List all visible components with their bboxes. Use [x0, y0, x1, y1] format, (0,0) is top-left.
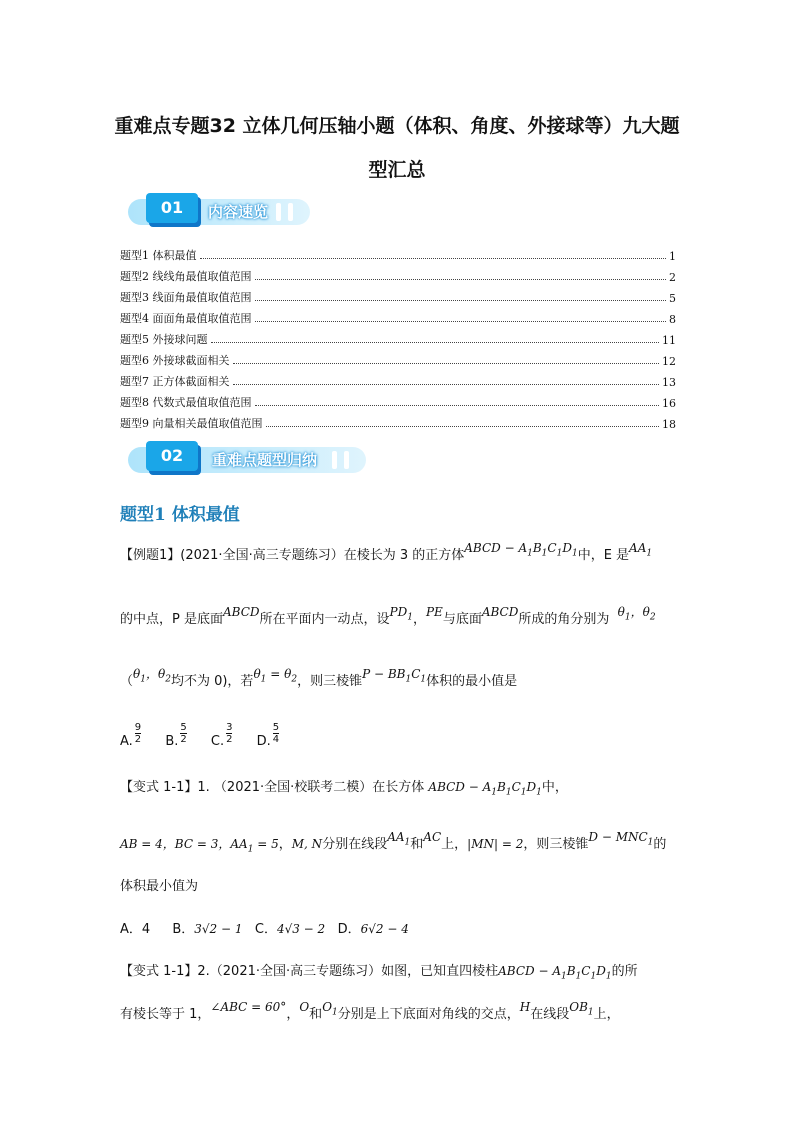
variant-source: （2021·全国·高三专题练习）如图，已知直四棱柱: [209, 964, 499, 979]
text: 的: [653, 837, 667, 852]
text: 有棱长等于 1，: [120, 1007, 211, 1022]
option-a[interactable]: A. $\frac{9}{2}$: [120, 722, 142, 749]
math-expr: ∠ABC = 60°: [210, 1000, 287, 1014]
toc-item[interactable]: [120, 263, 676, 284]
section-banner-overview: [128, 193, 310, 231]
text: 中，E 是: [577, 548, 630, 563]
math-expr: $\theta_1$，$\theta_2$: [133, 667, 171, 685]
math-expr: $P - BB_1C_1$: [362, 667, 427, 685]
text: 与底面: [442, 612, 482, 627]
math-expr: $D - MNC_1$: [588, 830, 654, 848]
text: 分别在线段: [322, 837, 388, 852]
math-expr: AB = 4，BC = 3，$AA_1 = 5$: [120, 837, 279, 855]
math-expr: AC: [423, 830, 442, 844]
toc-item-title: 题型2 线线角最值取值范围: [120, 270, 252, 283]
toc-item[interactable]: [120, 347, 676, 368]
toc-item[interactable]: [120, 284, 676, 305]
math-expr: ABCD: [481, 605, 519, 619]
example-tag: 【例题1】: [120, 548, 181, 563]
document-title: [90, 104, 704, 192]
toc-item-page: 1: [669, 250, 676, 263]
variant-source: （2021·全国·校联考二模）在长方体: [213, 780, 425, 795]
toc-item-title: 题型4 面面角最值取值范围: [120, 312, 252, 325]
toc-item-page: 11: [662, 334, 676, 347]
text: （: [120, 674, 134, 689]
math-expr: ABCD: [222, 605, 260, 619]
section-heading: 题型1 体积最值: [120, 505, 240, 525]
text: ，则三棱锥: [297, 674, 363, 689]
banner-label: 内容速览: [208, 203, 269, 221]
toc-item-title: 题型5 外接球问题: [120, 333, 208, 346]
toc-item-page: 16: [662, 397, 676, 410]
toc-item-title: 题型3 线面角最值取值范围: [120, 291, 252, 304]
toc-item-title: 题型1 体积最值: [120, 249, 197, 262]
example-1-options: [120, 722, 676, 753]
math-expr: PE: [425, 605, 443, 619]
variant-1-1-options: [120, 918, 676, 941]
option-c[interactable]: C. $\frac{3}{2}$: [210, 722, 233, 749]
text: 上，: [441, 837, 468, 852]
toc-item-page: 5: [669, 292, 676, 305]
example-1-line-3: [120, 667, 676, 697]
text: 所成的角分别为: [518, 612, 610, 627]
example-1-line-2: [120, 605, 676, 635]
toc-item[interactable]: [120, 389, 676, 410]
text: 所在平面内一动点，设: [259, 612, 390, 627]
text: 体积的最小值是: [426, 674, 518, 689]
text: 体积最小值为: [120, 879, 199, 894]
text: 在线段: [530, 1007, 570, 1022]
math-expr: $\theta_1 = \theta_2$: [253, 667, 298, 685]
toc-item-page: 13: [662, 376, 676, 389]
toc-item[interactable]: [120, 368, 676, 389]
text: 的中点，P 是底面: [120, 612, 223, 627]
math-expr: |MN| = 2: [467, 837, 524, 851]
text: 上，: [593, 1007, 620, 1022]
text: 中，: [541, 780, 568, 795]
banner-number: 02: [146, 441, 198, 471]
option-b[interactable]: B. $\frac{5}{2}$: [165, 722, 187, 749]
text: ，: [286, 1007, 300, 1022]
math-expr: $O_1$: [322, 1000, 338, 1018]
toc-item[interactable]: [120, 326, 676, 347]
variant-1-1: [120, 776, 676, 803]
math-expr: M, N: [291, 837, 323, 851]
toc-item-title: 题型6 外接球截面相关: [120, 354, 230, 367]
option-a[interactable]: A．4: [120, 922, 151, 937]
math-expr: $OB_1$: [569, 1000, 594, 1018]
variant-1-1-line-2: [120, 830, 676, 860]
table-of-contents: [120, 242, 676, 431]
variant-1-2-line-2: [120, 1000, 676, 1030]
option-d[interactable]: D．6√2 − 4: [337, 922, 409, 937]
math-expr: $PD_1$: [389, 605, 413, 623]
toc-item-title: 题型8 代数式最值取值范围: [120, 396, 252, 409]
math-expr: $AA_1$: [629, 541, 653, 559]
toc-item-title: 题型7 正方体截面相关: [120, 375, 230, 388]
math-expr: ABCD − $A_1B_1C_1D_1$: [464, 541, 578, 559]
variant-tag: 【变式 1-1】1.: [120, 780, 210, 795]
toc-item[interactable]: [120, 305, 676, 326]
text: 分别是上下底面对角线的交点，: [337, 1007, 520, 1022]
option-c[interactable]: C．4√3 − 2: [254, 922, 326, 937]
example-1: [120, 541, 676, 571]
toc-item-page: 18: [662, 418, 676, 431]
toc-item[interactable]: [120, 410, 676, 431]
text: 和: [309, 1007, 323, 1022]
banner-number: 01: [146, 193, 198, 223]
option-d[interactable]: D. $\frac{5}{4}$: [256, 722, 280, 749]
text: ，: [278, 837, 292, 852]
math-expr: ABCD − $A_1B_1C_1D_1$: [428, 780, 542, 798]
toc-item-page: 8: [669, 313, 676, 326]
example-source: (2021·全国·高三专题练习）在棱长为 3 的正方体: [180, 548, 465, 563]
text: 的所: [611, 964, 638, 979]
title-line-1: 重难点专题32 立体几何压轴小题（体积、角度、外接球等）九大题: [114, 115, 680, 137]
toc-item-title: 题型9 向量相关最值取值范围: [120, 417, 263, 430]
text: ，则三棱锥: [523, 837, 589, 852]
variant-tag: 【变式 1-1】2.: [120, 964, 210, 979]
text: 和: [410, 837, 424, 852]
toc-item-page: 12: [662, 355, 676, 368]
math-expr: $\theta_1$，$\theta_2$: [617, 605, 656, 623]
section-banner-types: [128, 441, 366, 479]
toc-item-page: 2: [669, 271, 676, 284]
variant-1-2: [120, 960, 676, 987]
math-expr: $AA_1$: [387, 830, 411, 848]
title-line-2: 型汇总: [368, 159, 426, 181]
math-expr: O: [299, 1000, 310, 1014]
text: ，: [412, 612, 426, 627]
math-expr: ABCD − $A_1B_1C_1D_1$: [498, 964, 612, 982]
banner-label: 重难点题型归纳: [212, 451, 318, 469]
math-expr: H: [519, 1000, 531, 1014]
text: 均不为 0)，若: [170, 674, 254, 689]
option-b[interactable]: B．3√2 − 1: [172, 922, 243, 937]
variant-1-1-line-3: [120, 876, 676, 898]
toc-item[interactable]: [120, 242, 676, 263]
